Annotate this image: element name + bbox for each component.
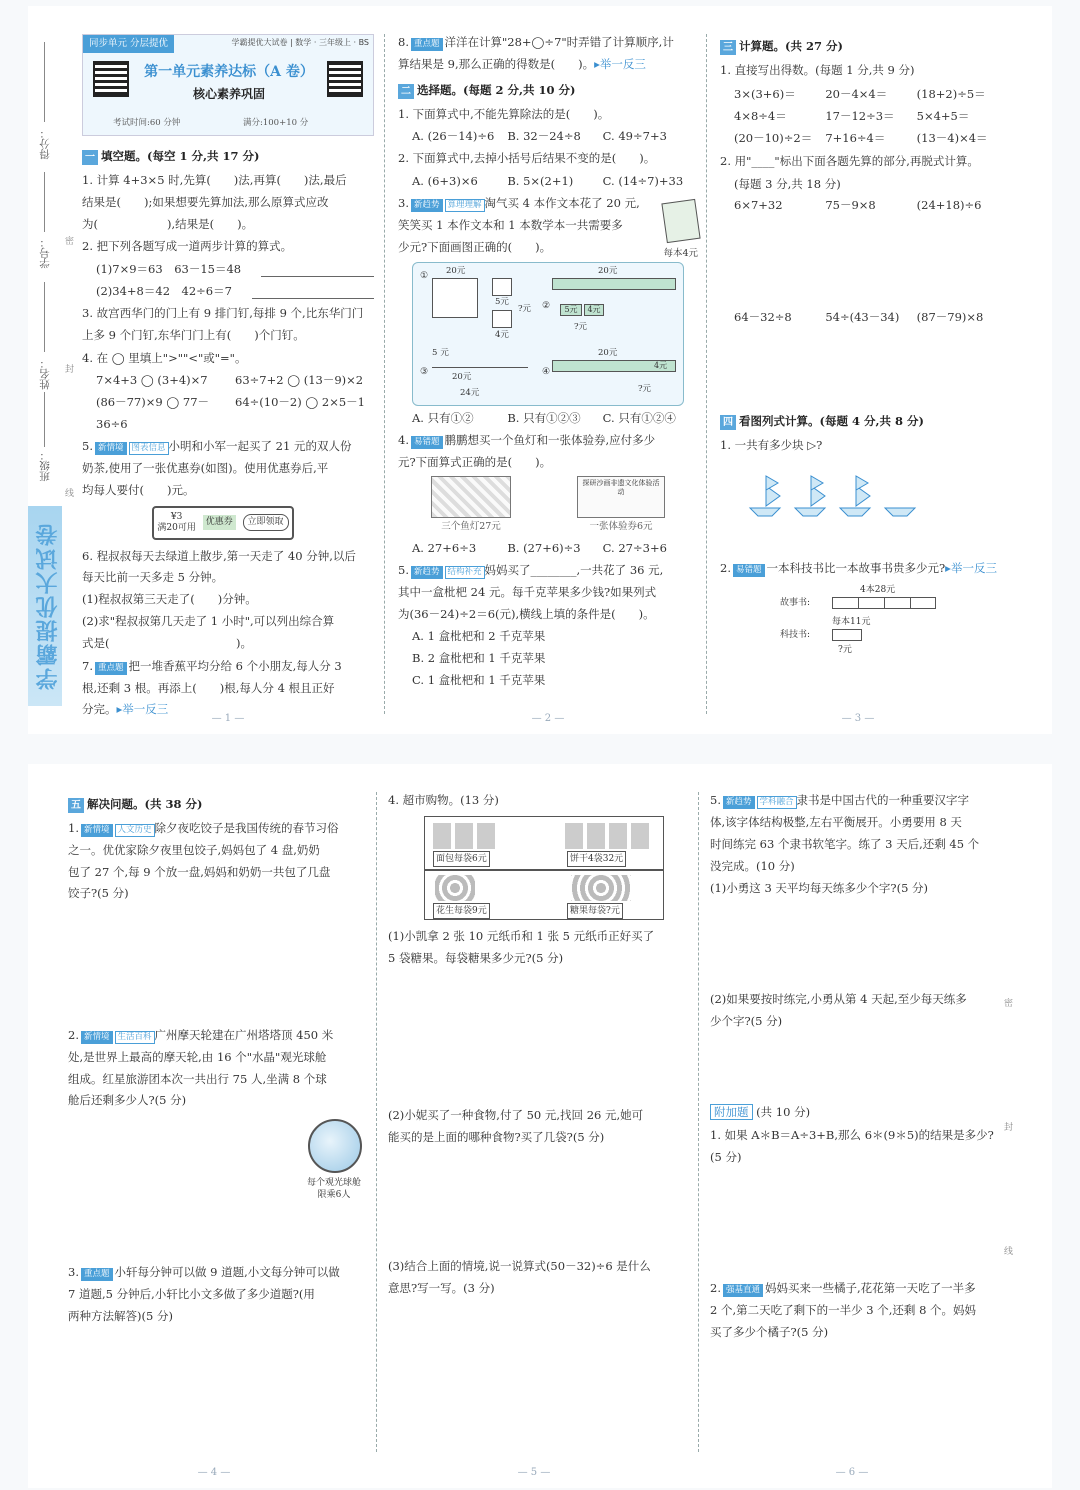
brand-strip: 学霸提优大试卷 xyxy=(28,506,62,706)
page-number: — 6 — xyxy=(835,1467,869,1478)
qr-code-icon xyxy=(327,61,363,97)
coins-row xyxy=(432,348,452,358)
candy-icon xyxy=(571,875,631,901)
step-calc-item[interactable]: 6×7+32 xyxy=(734,198,783,213)
notebook-icon xyxy=(492,310,512,328)
score-line xyxy=(44,42,45,122)
bar-segment: 4元 xyxy=(584,304,604,316)
coin-label: 5元 xyxy=(432,348,452,359)
brace xyxy=(432,358,528,368)
section-number: 二 xyxy=(398,84,414,99)
biscuits-icon xyxy=(565,823,651,849)
coupon-figure xyxy=(152,506,294,540)
choice-3-text: 淘气买 4 本作文本花了 20 元, 笑笑买 1 本作文本和 1 本数学本一共需要多 少元?下面画图正确的( )。 xyxy=(398,195,640,254)
question-2: 2. 把下列各题写成一道两步计算的算式。 xyxy=(82,239,293,254)
tag-badge: 强基直通 xyxy=(723,1284,763,1297)
diagram-label: 4元 xyxy=(654,361,668,371)
header-tab: 同步单元 分层提优 xyxy=(83,35,174,53)
oral-calc-grid xyxy=(720,83,1008,149)
problem-4-part-1: (1)小凯拿 2 张 10 元纸币和 1 张 5 元纸币正好买了 5 袋糖果。每袋糖果多少元?(5 分) xyxy=(388,928,655,965)
oral-calc-item[interactable]: (13－4)×4＝ xyxy=(916,130,988,145)
diagram-label: ?元 xyxy=(518,304,532,315)
diagram-label: 5元 xyxy=(495,297,509,308)
oral-calc-item[interactable]: 7+16÷4＝ xyxy=(825,130,886,145)
choice-3-diagrams xyxy=(402,260,698,408)
oral-calc-item[interactable]: 20－4×4＝ xyxy=(825,86,888,101)
choice-4-text: 鹏鹏想买一个鱼灯和一张体验券,应付多少 元?下面算式正确的是( )。 xyxy=(398,433,656,470)
section-title: 选择题。(每题 2 分,共 10 分) xyxy=(417,82,576,97)
column-page2 xyxy=(392,32,704,692)
coupon-claim-button: 立即领取 xyxy=(243,514,289,531)
question-8-text: 洋洋在计算"28+◯÷7"时弄错了计算顺序,计 算结果是 9,那么正确的得数是( )。 xyxy=(398,35,674,71)
practice-link[interactable]: ▸举一反三 xyxy=(594,56,646,71)
triangles-figure xyxy=(740,466,1020,526)
problem-5-text: 隶书是中国古代的一种重要汉字字 体,该字体结构极整,左右平衡展开。小勇要用 8 天 时间练完 63 个隶书软笔字。练了 3 天后,还剩 45 个 没完成。(10 分) xyxy=(710,793,980,873)
answer-line[interactable] xyxy=(261,263,374,277)
worksheet-sheet-bottom xyxy=(28,764,1052,1488)
option[interactable]: B. 2 盒枇杷和 1 千克苹果 xyxy=(412,651,546,666)
tag-badge: 易错题 xyxy=(411,436,443,449)
step-calc-item[interactable]: (24+18)÷6 xyxy=(916,198,982,213)
diagram-label: 20元 xyxy=(598,266,618,277)
qr-code-icon xyxy=(93,61,129,97)
choice-5: 5. 新趋势 结构补充 妈妈买了________,一共花了 36 元, 其中一盒枇杷 24 元。每千克苹果多少钱?如果列式 为(36－24)÷2＝6(元),横线上填的条件是( )。 xyxy=(398,562,664,621)
price-tag: 糖果每袋?元 xyxy=(567,903,623,919)
choice-2: 2. 下面算式中,去掉小括号后结果不变的是( )。 xyxy=(398,151,656,166)
column-divider xyxy=(384,34,385,714)
question-4: 4. 在 ◯ 里填上">""<"或"="。 xyxy=(82,350,247,365)
page-number: — 1 — xyxy=(211,713,245,724)
tag-badge: 重点题 xyxy=(81,1268,113,1281)
comparison-item[interactable]: (86－77)×9 ◯ 77－36÷6 xyxy=(96,395,210,432)
class-line xyxy=(44,392,45,447)
option[interactable]: B. 只有①②③ xyxy=(507,411,581,426)
notebooks-icon xyxy=(432,278,478,318)
comparison-item[interactable]: 64÷(10－2) ◯ 2×5－1 xyxy=(235,395,365,410)
section-heading xyxy=(68,794,366,816)
option[interactable]: B. 5×(2+1) xyxy=(507,174,574,189)
tag-badge: 图表信息 xyxy=(129,442,169,455)
observation-capsule-icon xyxy=(308,1119,362,1173)
shelf-board xyxy=(425,869,663,871)
choice-5-options xyxy=(398,626,698,692)
problem-1-text: 除夕夜吃饺子是我国传统的春节习俗 之一。优优家除夕夜里包饺子,妈妈包了 4 盘,奶奶 包了 27 个,每 9 个放一盘,妈妈和奶奶一共包了几盘 饺子?(5 分) xyxy=(68,820,339,901)
notebook-icon xyxy=(492,278,512,296)
tag-badge: 重点题 xyxy=(95,662,127,675)
figure-caption: 每个观光球舱 限乘6人 xyxy=(306,1177,361,1200)
tag-badge: 新情境 xyxy=(81,1031,113,1044)
bread-icon xyxy=(433,823,499,849)
answer-line[interactable] xyxy=(252,285,374,299)
choice-4-figures xyxy=(398,476,698,536)
oral-calc-item[interactable]: 5×4+5＝ xyxy=(916,108,970,123)
question-6: 6. 程叔叔每天去绿道上散步,第一天走了 40 分钟,以后 每天比前一天多走 5 分钟。 (1)程叔叔第三天走了( )分钟。 (2)求"程叔叔第几天走了 1 小时",可以列出综合算 式是( )。 xyxy=(82,548,356,650)
tag-badge: 新情境 xyxy=(95,442,127,455)
price-tag: 面包每袋6元 xyxy=(433,851,490,867)
question-1: 1. 计算 4+3×5 时,先算( )法,再算( )法,最后 结果是( );如果想要先算加法,那么原算式应改 为( ),结果是( )。 xyxy=(82,172,347,231)
diagram-label: 20元 xyxy=(598,348,618,359)
tag-badge: 算理理解 xyxy=(445,199,485,212)
tag-badge: 新情境 xyxy=(81,824,113,837)
picture-question-1: 1. 一共有多少块 ▷? xyxy=(720,438,823,453)
oral-calc-item[interactable]: (18+2)÷5＝ xyxy=(916,86,986,101)
choice-4: 4. 易错题 鹏鹏想买一个鱼灯和一张体验券,应付多少 元?下面算式正确的是( )。 xyxy=(398,433,656,470)
problem-3: 3. 重点题 小轩每分钟可以做 9 道题,小文每分钟可以做 7 道题,5 分钟后,小轩比小文多做了多少道题?(用 两种方法解答)(5 分) xyxy=(68,1264,340,1323)
exam-time: 考试时间:60 分钟 xyxy=(113,118,181,128)
coupon-condition: 满20可用 xyxy=(157,522,196,533)
notebook-price: 每本4元 xyxy=(663,247,698,259)
choice-1: 1. 下面算式中,不能先算除法的是( )。 xyxy=(398,106,610,121)
diagram-1: ① xyxy=(420,271,429,282)
problem-2: 2. 新情境 生活百科 广州摩天轮建在广州塔塔顶 450 米 处,是世界上最高的摩天轮,由 16 个"水晶"观光球舱 组成。红星旅游团本次一共出行 75 人,坐满 8 个球 舱后还剩多少人?(5 分) 每个观光球舱 限乘6人 xyxy=(68,1025,366,1261)
practice-link[interactable]: ▸举一反三 xyxy=(116,702,169,717)
tag-badge: 结构补充 xyxy=(445,566,485,579)
tag-badge: 易错题 xyxy=(733,564,765,577)
option[interactable]: A. (26－14)÷6 xyxy=(412,129,495,144)
option[interactable]: A. 27+6÷3 xyxy=(412,541,477,556)
tag-badge: 重点题 xyxy=(411,38,443,51)
score-label: 得分： xyxy=(39,128,51,160)
calc-question-1: 1. 直接写出得数。(每题 1 分,共 9 分) xyxy=(720,62,915,77)
blocks-figure xyxy=(720,458,1008,558)
section-number: 三 xyxy=(720,40,736,55)
diagram-label: 4本28元 xyxy=(860,584,896,595)
full-score: 满分:100+10 分 xyxy=(243,118,309,128)
notebook-icon xyxy=(661,199,700,243)
diagram-label: ?元 xyxy=(838,644,852,655)
seal-mark: 线 xyxy=(1004,1247,1014,1257)
student-id-line xyxy=(44,172,45,232)
q2-part-1: (1)7×9＝63 63－15＝48 xyxy=(96,262,242,277)
column-page4 xyxy=(62,790,372,1328)
tag-badge: 人文历史 xyxy=(115,824,155,837)
choice-4-options xyxy=(398,538,698,560)
seal-mark: 封 xyxy=(1004,1123,1014,1133)
problem-5-part-2: (2)如果要按时练完,小勇从第 4 天起,至少每天练多 少个字?(5 分) xyxy=(710,992,967,1029)
option[interactable]: A. 只有①② xyxy=(412,411,474,426)
header-series: 学霸提优大试卷 | 数学 · 三年级上 · BS xyxy=(231,38,369,47)
bonus-question-1: 1. 如果 A＊B＝A÷3+B,那么 6＊(9＊5)的结果是多少? (5 分) xyxy=(710,1128,994,1165)
question-7: 7. 重点题 把一堆香蕉平均分给 6 个小朋友,每人分 3 根,还剩 3 根。再添上( )根,每人分 4 根且正好 分完。▸举一反三 xyxy=(82,658,342,717)
problem-4: 4. 超市购物。(13 分) xyxy=(388,793,499,807)
price-tag: 花生每袋9元 xyxy=(433,903,490,919)
diagram-2: ② xyxy=(542,301,551,312)
name-label: 姓名： xyxy=(39,358,51,390)
column-divider xyxy=(698,792,699,1452)
oral-calc-item[interactable]: 4×8÷4＝ xyxy=(734,108,787,123)
paper-header xyxy=(82,34,374,136)
choice-3-options xyxy=(398,408,698,430)
figure-caption: 三个鱼灯27元 xyxy=(441,520,501,532)
q4-comparisons xyxy=(82,370,374,436)
picture-question-2: 2. 易错题 一本科技书比一本故事书贵多少元?▸举一反三 xyxy=(720,561,997,576)
option[interactable]: C. 只有①②④ xyxy=(602,411,676,426)
figure-caption: 一张体验券6元 xyxy=(589,520,653,532)
science-book-bar xyxy=(832,629,862,641)
option[interactable]: A. 1 盒枇杷和 2 千克苹果 xyxy=(412,629,546,644)
bonus-label: 附加题 xyxy=(710,1104,753,1120)
page-number: — 5 — xyxy=(517,1467,551,1478)
paper-title: 第一单元素养达标（A 卷） xyxy=(144,64,314,80)
seal-mark: 线 xyxy=(65,489,75,499)
tag-badge: 新趋势 xyxy=(723,796,755,809)
column-page1 xyxy=(76,142,380,722)
choice-5-text: 妈妈买了________,一共花了 36 元, 其中一盒枇杷 24 元。每千克苹果多少钱?如果列式 为(36－24)÷2＝6(元),横线上填的条件是( )。 xyxy=(398,562,664,621)
coupon-amount: ¥3 xyxy=(170,511,183,522)
seal-mark: 密 xyxy=(1004,999,1014,1009)
class-label: 班级： xyxy=(39,450,51,482)
peanuts-icon xyxy=(435,875,475,901)
column-divider xyxy=(706,34,707,714)
choice-1-options xyxy=(398,126,698,148)
section-title: 填空题。(每空 1 分,共 17 分) xyxy=(101,149,260,163)
step-calc-item[interactable]: 64－32÷8 xyxy=(734,310,792,325)
step-calc-row xyxy=(720,195,1008,307)
calc-question-2: 2. 用"____"标出下面各题先算的部分,再脱式计算。 xyxy=(720,153,979,168)
diagram-label: ?元 xyxy=(574,322,588,333)
bonus-question-2: 2. 强基直通 妈妈买来一些橘子,花花第一天吃了一半多 2 个,第二天吃了剩下的一半少 3 个,还剩 8 个。妈妈 买了多少个橘子?(5 分) xyxy=(710,1281,977,1339)
page-number: — 3 — xyxy=(841,713,875,724)
tag-badge: 新趋势 xyxy=(411,199,443,212)
bar-segment: 5元 xyxy=(560,304,582,316)
picture-question-2-text: 一本科技书比一本故事书贵多少元? xyxy=(766,561,946,576)
tag-badge: 生活百科 xyxy=(115,1031,155,1044)
diagram-label: 科技书: xyxy=(780,629,811,640)
choice-2-options xyxy=(398,171,698,193)
story-book-bar xyxy=(832,597,936,609)
section-number: 一 xyxy=(82,150,98,165)
ticket-text: 探研沙画非遗文化体验活动 xyxy=(582,478,660,496)
diagram-label: 故事书: xyxy=(780,597,811,608)
diagram-label: 24元 xyxy=(460,388,480,399)
seal-mark: 密 xyxy=(65,237,75,247)
option[interactable]: B. (27+6)÷3 xyxy=(507,541,581,556)
column-page6 xyxy=(704,790,1004,1345)
diagram-label: 20元 xyxy=(452,372,472,383)
fish-lanterns-icon xyxy=(431,476,511,518)
tag-badge: 学科融合 xyxy=(757,796,797,809)
practice-link[interactable]: ▸举一反三 xyxy=(945,561,997,576)
section-heading xyxy=(398,80,698,102)
price-tag: 饼干4袋32元 xyxy=(567,851,626,867)
coupon-label: 优惠券 xyxy=(203,515,236,530)
option[interactable]: C. (14÷7)+33 xyxy=(602,174,684,189)
step-calc-row xyxy=(720,307,1008,407)
problem-3-text: 小轩每分钟可以做 9 道题,小文每分钟可以做 7 道题,5 分钟后,小轩比小文多做了多少道题?(用 两种方法解答)(5 分) xyxy=(68,1264,340,1323)
column-page3 xyxy=(714,32,1014,661)
diagram-label: 20元 xyxy=(446,266,466,277)
worksheet-sheet-top xyxy=(28,6,1052,734)
section-number: 五 xyxy=(68,798,84,813)
step-calc-item[interactable]: 75－9×8 xyxy=(825,198,876,213)
tag-badge: 新趋势 xyxy=(411,566,443,579)
section-heading xyxy=(720,36,1008,58)
step-calc-item[interactable]: 54÷(43－34) xyxy=(825,310,900,325)
bonus-points: (共 10 分) xyxy=(756,1105,811,1120)
student-id-label: 学号： xyxy=(39,237,51,269)
option[interactable]: B. 32－24÷8 xyxy=(507,129,581,144)
bonus-question-2-text: 妈妈买来一些橘子,花花第一天吃了一半多 2 个,第二天吃了剩下的一半少 3 个,还剩 8 个。妈妈 买了多少个橘子?(5 分) xyxy=(710,1281,977,1339)
problem-4-part-2: (2)小妮买了一种食物,付了 50 元,找回 26 元,她可 能买的是上面的哪种食物?买了几袋?(5 分) xyxy=(388,1107,644,1144)
question-5-text: 小明和小军一起买了 21 元的双人份 奶茶,使用了一张优惠券(如图)。使用优惠券后,平 均每人要付( )元。 xyxy=(82,438,352,497)
problem-2-text: 广州摩天轮建在广州塔塔顶 450 米 处,是世界上最高的摩天轮,由 16 个"水晶"观光球舱 组成。红星旅游团本次一共出行 75 人,坐满 8 个球 舱后还剩多少人?(5 分) xyxy=(68,1027,334,1108)
question-3: 3. 故宫西华门的门上有 9 排门钉,每排 9 个,比东华门门 上多 9 个门钉,东华门门上有( )个门钉。 xyxy=(82,305,364,342)
section-title: 看图列式计算。(每题 4 分,共 8 分) xyxy=(739,414,924,429)
section-heading xyxy=(82,146,374,168)
problem-4-part-3: (3)结合上面的情境,说一说算式(50－32)÷6 是什么 意思?写一写。(3 分) xyxy=(388,1258,651,1295)
choice-3: 3. 新趋势 算理理解 淘气买 4 本作文本花了 20 元, 笑笑买 1 本作文本和 1 本数学本一共需要多 少元?下面画图正确的( )。 每本4元 xyxy=(398,193,698,259)
diagram-label: 每本11元 xyxy=(832,616,871,627)
name-line xyxy=(44,282,45,352)
option[interactable]: C. 49÷7+3 xyxy=(602,129,667,144)
diagram-label: ?元 xyxy=(638,384,652,395)
bonus-heading xyxy=(710,1102,998,1124)
seal-mark: 封 xyxy=(65,365,75,375)
question-7-text: 把一堆香蕉平均分给 6 个小朋友,每人分 3 根,还剩 3 根。再添上( )根,每人分 4 根且正好 分完。 xyxy=(82,658,342,717)
diagram-3: ③ xyxy=(420,367,429,378)
page-number: — 4 — xyxy=(197,1467,231,1478)
question-8: 8. 重点题 洋洋在计算"28+◯÷7"时弄错了计算顺序,计 算结果是 9,那么正确的得数是( )。▸举一反三 xyxy=(398,35,674,71)
section-heading xyxy=(720,411,1008,433)
option[interactable]: A. (6+3)×6 xyxy=(412,174,478,189)
diagram-4: ④ xyxy=(542,367,551,378)
paper-subtitle: 核心素养巩固 xyxy=(192,87,265,101)
problem-5-part-1: (1)小勇这 3 天平均每天练多少个字?(5 分) xyxy=(710,881,929,896)
diagram-label: 4元 xyxy=(495,330,509,341)
section-title: 解决问题。(共 38 分) xyxy=(87,797,203,811)
oral-calc-item[interactable]: 17－12÷3＝ xyxy=(825,108,895,123)
bar-model xyxy=(552,278,676,290)
page-number: — 2 — xyxy=(531,713,565,724)
column-page5 xyxy=(382,790,692,1301)
option[interactable]: C. 1 盒枇杷和 1 千克苹果 xyxy=(412,673,546,688)
supermarket-shelf xyxy=(424,816,664,920)
step-calc-item[interactable]: (87－79)×8 xyxy=(916,310,984,325)
oral-calc-item[interactable]: 3×(3+6)＝ xyxy=(734,86,796,101)
oral-calc-item[interactable]: (20－10)÷2＝ xyxy=(734,130,813,145)
q2-part-2: (2)34+8＝42 42÷6＝7 xyxy=(96,284,232,299)
problem-5: 5. 新趋势 学科融合 隶书是中国古代的一种重要汉字字 体,该字体结构极整,左右平衡展开。小勇要用 8 天 时间练完 63 个隶书软笔字。练了 3 天后,还剩 45 个 没完成。(10 分) xyxy=(710,793,980,873)
option[interactable]: C. 27÷3+6 xyxy=(602,541,667,556)
problem-1: 1. 新情境 人文历史 除夕夜吃饺子是我国传统的春节习俗 之一。优优家除夕夜里包饺子,妈妈包了 4 盘,奶奶 包了 27 个,每 9 个放一盘,妈妈和奶奶一共包了几盘 饺子?(5 分) xyxy=(68,820,339,901)
comparison-item[interactable]: 7×4+3 ◯ (3+4)×7 xyxy=(96,373,208,388)
question-5: 5. 新情境 图表信息 小明和小军一起买了 21 元的双人份 奶茶,使用了一张优惠券(如图)。使用优惠券后,平 均每人要付( )元。 xyxy=(82,438,352,497)
bar-diagram-books xyxy=(720,581,1008,661)
calc-question-2-score: (每题 3 分,共 18 分) xyxy=(734,176,841,191)
ticket-icon xyxy=(577,476,665,518)
column-divider xyxy=(376,792,377,1452)
comparison-item[interactable]: 63÷7+2 ◯ (13－9)×2 xyxy=(235,373,364,388)
section-title: 计算题。(共 27 分) xyxy=(739,39,843,53)
section-number: 四 xyxy=(720,415,736,430)
